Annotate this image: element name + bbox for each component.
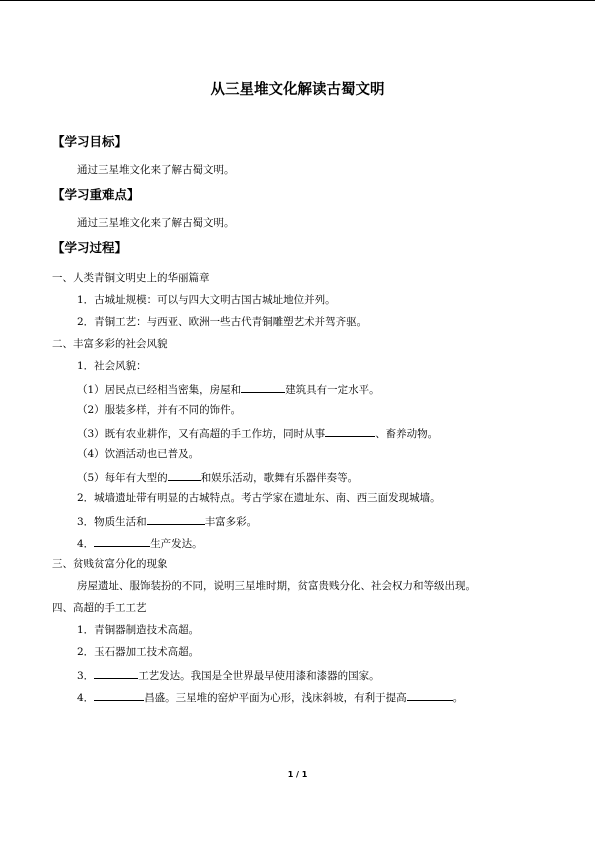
part2-sub3-after: 、畜养动物。 <box>375 428 439 440</box>
part1-heading: 一、人类青铜文明史上的华丽篇章 <box>52 272 210 284</box>
part2-sub1-after: 建筑具有一定水平。 <box>285 384 380 396</box>
goals-heading: 【学习目标】 <box>52 134 128 149</box>
fill-blank[interactable] <box>147 513 205 525</box>
fill-blank[interactable] <box>241 381 285 393</box>
part4-item3-after: 工艺发达。我国是全世界最早使用漆和漆器的国家。 <box>138 670 380 682</box>
part4-item3-before: 3． <box>77 670 95 682</box>
fill-blank[interactable] <box>94 535 150 547</box>
fill-blank[interactable] <box>94 689 144 701</box>
part2-sub1 <box>77 381 380 397</box>
fill-blank[interactable] <box>94 667 138 679</box>
part2-sub5-before: （5）每年有大型的 <box>77 472 168 484</box>
part4-item2: 2．玉石器加工技术高超。 <box>77 646 200 658</box>
key-points-text: 通过三星堆文化来了解古蜀文明。 <box>77 217 235 229</box>
part2-item3-after: 丰富多彩。 <box>204 516 258 528</box>
part2-sub3-before: （3）既有农业耕作，又有高超的手工作坊，同时从事 <box>77 428 326 440</box>
part2-item3 <box>77 513 257 529</box>
goals-text: 通过三星堆文化来了解古蜀文明。 <box>77 164 235 176</box>
part2-item4-before: 4． <box>77 538 95 550</box>
part4-item1: 1．青铜器制造技术高超。 <box>77 624 200 636</box>
top-rule <box>0 0 595 1</box>
part4-item4-middle: 昌盛。三星堆的窑炉平面为心形，浅床斜坡，有利于提高 <box>144 692 407 704</box>
part2-sub3 <box>77 425 438 441</box>
part2-sub2: （2）服装多样，并有不同的饰件。 <box>77 404 242 416</box>
part4-item3 <box>77 667 380 683</box>
part3-text: 房屋遗址、服饰装扮的不同，说明三星堆时期，贫富贵贱分化、社会权力和等级出现。 <box>77 580 476 592</box>
part2-heading: 二、丰富多彩的社会风貌 <box>52 338 168 350</box>
fill-blank[interactable] <box>407 689 453 701</box>
part4-item4-before: 4． <box>77 692 95 704</box>
part2-item4 <box>77 535 203 551</box>
part2-sub5-after: 和娱乐活动，歌舞有乐器伴奏等。 <box>200 472 359 484</box>
process-heading: 【学习过程】 <box>52 240 128 255</box>
part2-sub5 <box>77 469 358 485</box>
part2-item3-before: 3．物质生活和 <box>77 516 147 528</box>
part2-sub1-before: （1）居民点已经相当密集，房屋和 <box>77 384 242 396</box>
part3-heading: 三、贫贱贫富分化的现象 <box>52 558 168 570</box>
part4-item4 <box>77 689 463 705</box>
part1-item2: 2．青铜工艺：与西亚、欧洲一些古代青铜雕塑艺术并驾齐驱。 <box>77 316 368 328</box>
part4-item4-after: 。 <box>452 692 464 704</box>
part2-item4-after: 生产发达。 <box>150 538 203 550</box>
fill-blank[interactable] <box>325 425 375 437</box>
part1-item1: 1．古城址规模：可以与四大文明古国古城址地位并列。 <box>77 294 336 306</box>
page-number: 1 / 1 <box>287 770 308 779</box>
page-title: 从三星堆文化解读古蜀文明 <box>210 82 385 98</box>
part4-heading: 四、高超的手工工艺 <box>52 602 147 614</box>
part2-item1: 1．社会风貌： <box>77 360 147 372</box>
fill-blank[interactable] <box>168 469 201 481</box>
part2-item2: 2．城墙遗址带有明显的古城特点。考古学家在遗址东、南、西三面发现城墙。 <box>77 492 441 504</box>
key-points-heading: 【学习重难点】 <box>52 187 140 202</box>
part2-sub4: （4）饮酒活动也已普及。 <box>77 448 200 460</box>
